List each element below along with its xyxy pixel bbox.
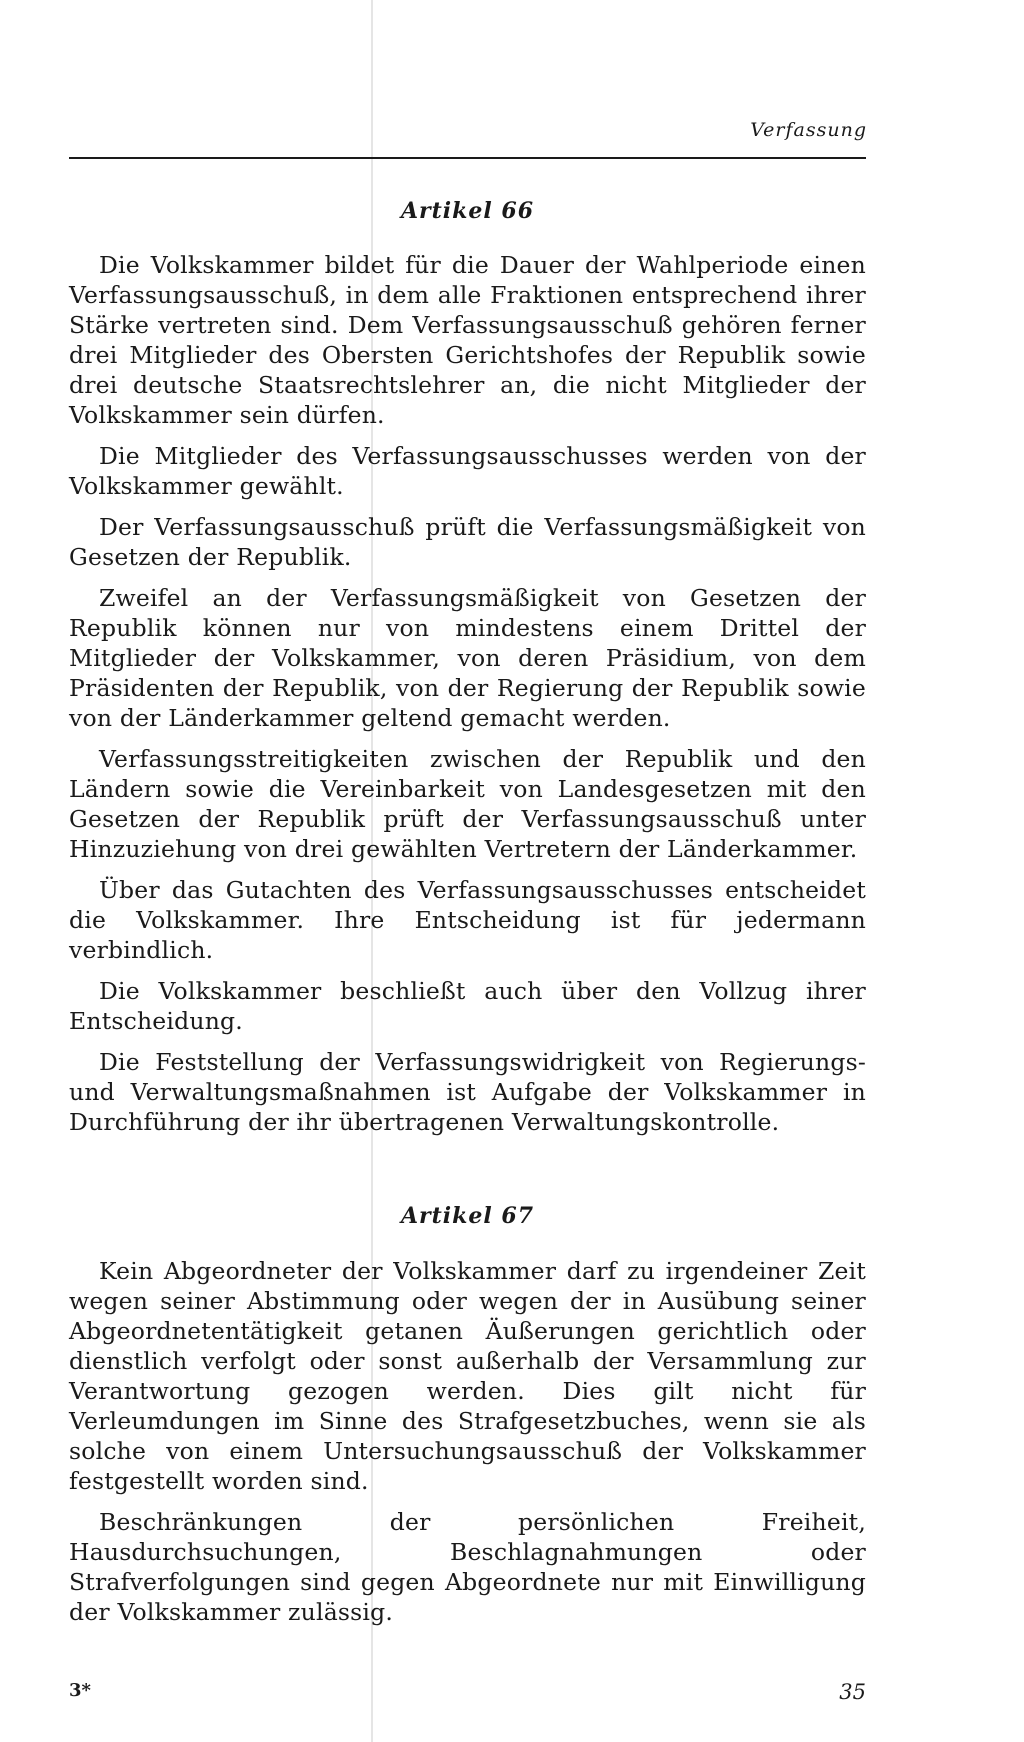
paragraph: Die Volkskammer bildet für die Dauer der Wahlperiode einen Verfassungsausschuß, in dem alle Fraktionen entsprechend ihrer Stärke vertreten sind. Dem Verfassungsausschuß gehören ferner drei Mitglieder des Obersten Gerichtshofes der Republik sowie drei deutsche Staatsrechtslehrer an, die nicht Mitglieder der Volkskammer sein dürfen. [69,251,866,430]
paragraph: Die Mitglieder des Verfassungsausschusses werden von der Volkskammer gewählt. [69,442,866,501]
paragraph: Verfassungsstreitigkeiten zwischen der Republik und den Ländern sowie die Vereinbarkeit von Landesgesetzen mit den Gesetzen der Republik prüft der Verfassungsausschuß unter Hinzuziehung von drei gewählten Vertretern der Länderkammer. [69,745,866,864]
page-body [69,198,866,1638]
paragraph: Die Feststellung der Verfassungswidrigkeit von Regierungs- und Verwaltungsmaßnahmen ist Aufgabe der Volkskammer in Durchführung der ihr übertragenen Verwaltungskontrolle. [69,1048,866,1137]
page-number: 35 [839,1680,866,1704]
paragraph: Die Volkskammer beschließt auch über den Vollzug ihrer Entscheidung. [69,977,866,1036]
paragraph: Über das Gutachten des Verfassungsausschusses entscheidet die Volkskammer. Ihre Entscheidung ist für jedermann verbindlich. [69,876,866,965]
article-66 [69,198,866,1137]
page-footer [69,1680,866,1710]
paragraph: Kein Abgeordneter der Volkskammer darf zu irgendeiner Zeit wegen seiner Abstimmung oder wegen der in Ausübung seiner Abgeordnetentätigkeit getanen Äußerungen gerichtlich oder dienstlich verfolgt oder sonst außerhalb der Versammlung zur Verantwortung gezogen werden. Dies gilt nicht für Verleumdungen im Sinne des Strafgesetzbuches, wenn sie als solche von einem Untersuchungsausschuß der Volkskammer festgestellt worden sind. [69,1256,866,1495]
printer-signature: 3* [69,1680,91,1701]
running-head-title: Verfassung [750,119,867,141]
paragraph: Beschränkungen der persönlichen Freiheit, Hausdurchsuchungen, Beschlagnahmungen oder Strafverfolgungen sind gegen Abgeordnete nur mit Einwilligung der Volkskammer zulässig. [69,1507,866,1626]
paragraph: Zweifel an der Verfassungsmäßigkeit von Gesetzen der Republik können nur von mindestens einem Drittel der Mitglieder der Volkskammer, von deren Präsidium, von dem Präsidenten der Republik, von der Regierung der Republik sowie von der Länderkammer geltend gemacht werden. [69,584,866,733]
article-title: Artikel 66 [400,198,535,224]
article-67 [69,1203,866,1626]
paragraph: Der Verfassungsausschuß prüft die Verfassungsmäßigkeit von Gesetzen der Republik. [69,513,866,572]
article-title: Artikel 67 [400,1203,535,1230]
header-rule [69,157,866,159]
